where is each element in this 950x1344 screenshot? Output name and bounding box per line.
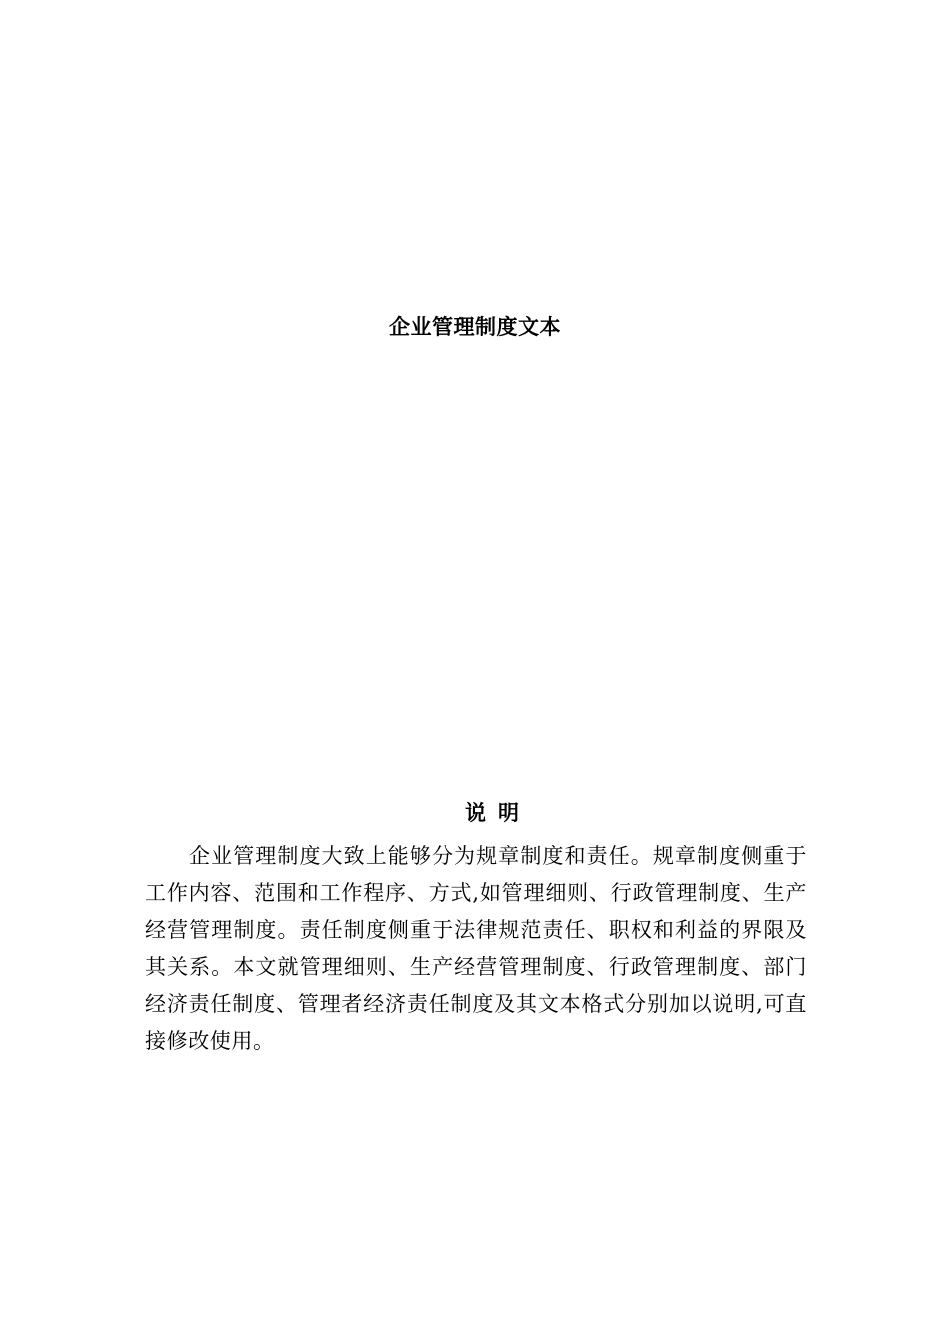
document-title: 企业管理制度文本	[389, 315, 561, 339]
section-heading: 说明	[465, 800, 531, 825]
body-paragraph: 企业管理制度大致上能够分为规章制度和责任。规章制度侧重于工作内容、范围和工作程序、方式,如管理细则、行政管理制度、生产经营管理制度。责任制度侧重于法律规范责任、职权和利益的界限及其关系。本文就管理细则、生产经营管理制度、行政管理制度、部门经济责任制度、管理者经济责任制度及其文本格式分别加以说明,可直接修改使用。	[145, 844, 807, 1053]
